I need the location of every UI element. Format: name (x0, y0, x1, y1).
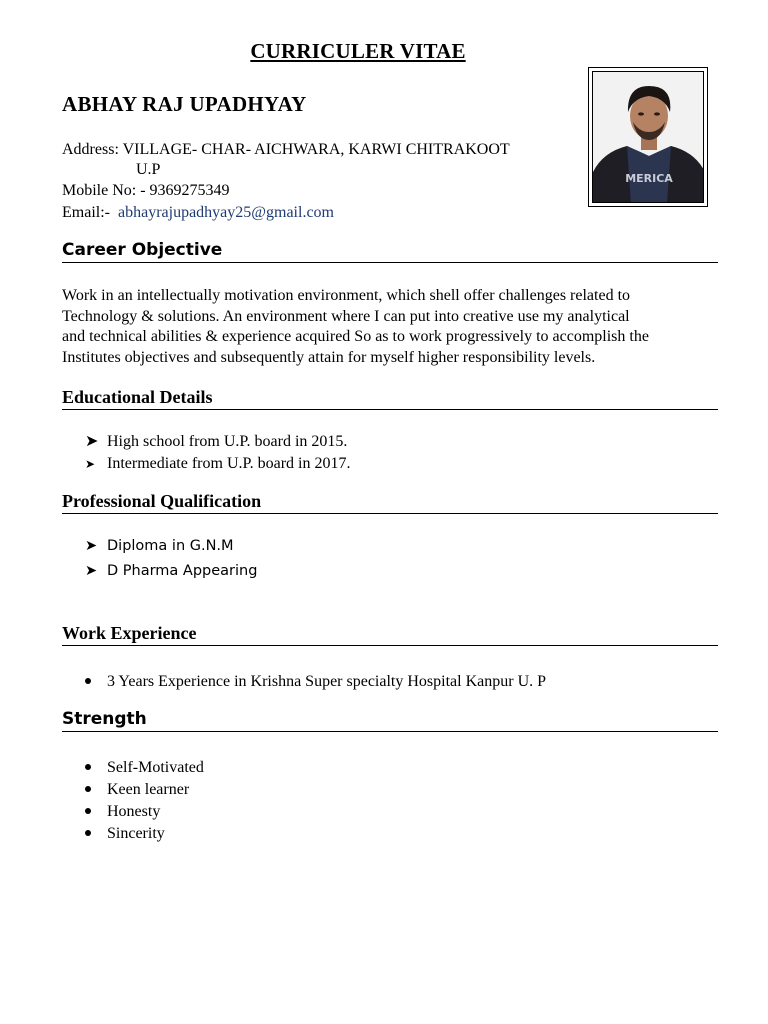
dot-bullet-icon (85, 808, 91, 814)
dot-bullet-icon (85, 764, 91, 770)
arrow-bullet-icon: ➤ (85, 538, 98, 554)
list-item (85, 559, 257, 584)
dot-bullet-icon (85, 786, 91, 792)
address-line-2: U.P (136, 161, 161, 178)
email-link[interactable]: abhayrajupadhyay25@gmail.com (117, 204, 334, 221)
arrow-bullet-icon: ➤ (85, 433, 99, 450)
profile-photo-frame (588, 67, 708, 207)
arrow-bullet-icon: ➤ (85, 563, 98, 579)
education-heading: Educational Details (62, 386, 718, 410)
email-label: Email:- (62, 204, 110, 221)
email-line (62, 203, 334, 223)
list-item (85, 801, 160, 823)
mobile-value: 9369275349 (149, 182, 230, 199)
chevron-bullet-icon: ➤ (85, 457, 96, 471)
profile-photo (592, 71, 704, 203)
profile-photo-image (593, 72, 704, 203)
dot-bullet-icon (85, 678, 91, 684)
career-objective-heading: Career Objective (62, 239, 718, 263)
list-item (85, 453, 351, 475)
strength-item-text: Keen learner (107, 781, 190, 798)
strength-item-text: Honesty (107, 803, 161, 820)
address-label: Address: (62, 141, 119, 158)
strength-item-text: Self-Motivated (107, 759, 204, 776)
list-item (85, 779, 189, 801)
career-objective-line: and technical abilities & experience acquired So as to work progressively to accomplish the (62, 328, 649, 345)
dot-bullet-icon (85, 830, 91, 836)
address-line (62, 140, 510, 160)
candidate-name: ABHAY RAJ UPADHYAY (62, 92, 307, 116)
strength-item-text: Sincerity (107, 825, 165, 842)
career-objective-line: Work in an intellectually motivation environment, which shell offer challenges related to (62, 287, 631, 304)
list-item (85, 823, 165, 845)
document-title: CURRICULER VITAE (250, 39, 466, 63)
address-value: VILLAGE- CHAR- AICHWARA, KARWI CHITRAKOOT (122, 141, 510, 158)
career-objective-line: Institutes objectives and subsequently attain for myself higher responsibility levels. (62, 348, 596, 366)
career-objective-text (62, 286, 718, 368)
mobile-line (62, 181, 230, 201)
strength-heading: Strength (62, 708, 718, 732)
list-item (85, 671, 546, 693)
work-item-text: 3 Years Experience in Krishna Super specialty Hospital Kanpur U. P (107, 673, 547, 690)
list-item (85, 757, 204, 779)
list-item (85, 534, 234, 559)
professional-heading: Professional Qualification (62, 490, 718, 514)
professional-item-text: D Pharma Appearing (107, 563, 258, 579)
shirt-text: MERICA (625, 172, 673, 185)
education-item-text: High school from U.P. board in 2015. (107, 433, 348, 450)
professional-item-text: Diploma in G.N.M (107, 538, 234, 554)
career-objective-line: Technology & solutions. An environment where I can put into creative use my analytical (62, 307, 630, 325)
mobile-label: Mobile No: - (62, 182, 146, 199)
list-item (85, 431, 347, 453)
work-experience-heading: Work Experience (62, 622, 718, 646)
education-item-text: Intermediate from U.P. board in 2017. (107, 455, 351, 472)
